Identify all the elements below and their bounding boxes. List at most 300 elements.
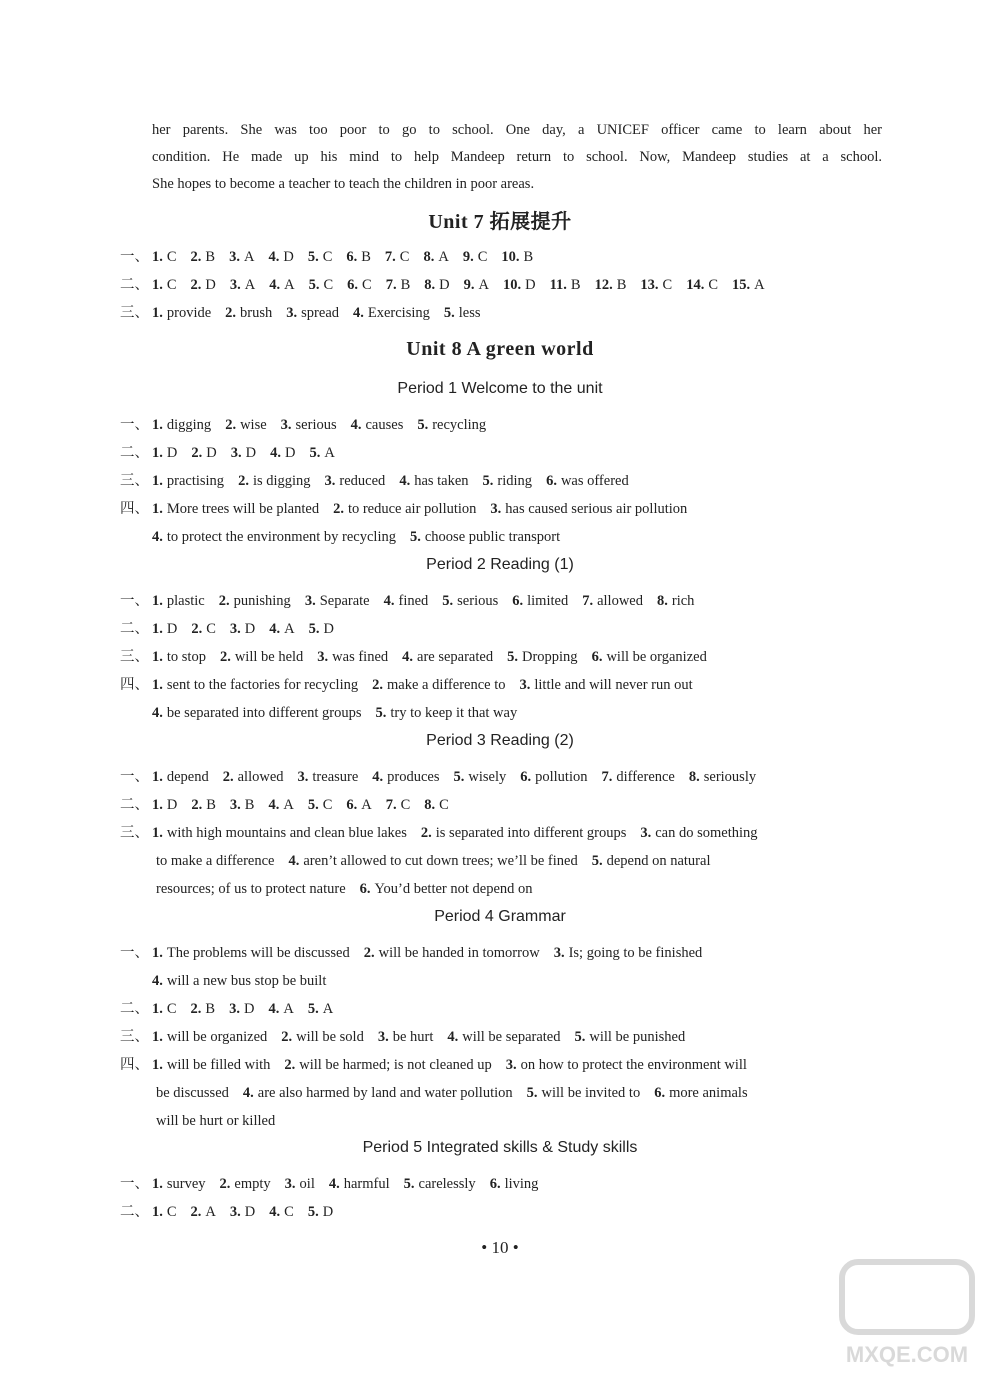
answer-item: [152, 277, 177, 293]
answer-number: 15.: [731, 277, 751, 293]
answer-item: [464, 277, 489, 293]
answer-number: 10.: [502, 277, 522, 293]
answer-number: 6.: [520, 769, 532, 785]
answer-row: [120, 467, 885, 495]
answer-item: [447, 1029, 560, 1045]
answer-number: 2.: [218, 593, 230, 609]
answer-text: was offered: [560, 473, 629, 489]
answer-text: B: [361, 249, 371, 265]
answer-number: 2.: [191, 621, 203, 637]
answer-item: [347, 277, 372, 293]
answer-text: Exercising: [367, 305, 430, 321]
question-group-mark: 四、: [120, 1057, 149, 1073]
answer-item: [353, 305, 430, 321]
answer-text: recycling: [432, 417, 487, 433]
answer-text: wisely: [468, 769, 507, 785]
question-group-mark: 二、: [120, 277, 149, 293]
answer-item: [346, 797, 371, 813]
answer-item: [329, 1176, 390, 1192]
answer-row: [120, 1170, 885, 1198]
answer-item: [305, 593, 370, 609]
answer-number: 5.: [403, 1176, 415, 1192]
answer-text: D: [244, 1204, 256, 1220]
question-group-mark: 四、: [120, 677, 149, 693]
answer-text: D: [322, 1204, 334, 1220]
answer-number: 2.: [219, 1176, 231, 1192]
answer-number: 3.: [280, 417, 292, 433]
answer-item: [223, 769, 284, 785]
answer-number: 3.: [490, 501, 502, 517]
answer-text: has caused serious air pollution: [505, 501, 688, 517]
answer-item: [423, 249, 448, 265]
answer-item: [372, 769, 439, 785]
answer-text: D: [525, 277, 536, 293]
answer-text: A: [205, 1204, 216, 1220]
answer-text: A: [283, 1001, 294, 1017]
answer-item: [289, 853, 578, 869]
answer-row: [120, 615, 885, 643]
answer-number: 4.: [269, 277, 281, 293]
answer-item: [229, 1001, 254, 1017]
answer-item: [152, 529, 396, 545]
answer-text: reduced: [339, 473, 386, 489]
answer-text: was fined: [332, 649, 389, 665]
answer-number: 1.: [152, 825, 163, 841]
question-group-mark: 一、: [120, 417, 149, 433]
answer-number: 6.: [346, 797, 358, 813]
answer-item: [219, 593, 291, 609]
answer-item: [483, 473, 533, 489]
answer-item: [230, 621, 255, 637]
answer-item: [554, 945, 703, 961]
answer-item: [309, 621, 334, 637]
answer-text: serious: [457, 593, 499, 609]
answer-number: 4.: [268, 249, 280, 265]
answer-item: [269, 1204, 294, 1220]
answer-number: 2.: [281, 1029, 293, 1045]
answer-text: allowed: [237, 769, 284, 785]
answer-row: [120, 411, 885, 439]
answer-number: 4.: [383, 593, 395, 609]
answer-number: 1.: [152, 249, 163, 265]
answer-number: 6.: [654, 1085, 666, 1101]
answer-number: 3.: [519, 677, 531, 693]
answer-row: [120, 791, 885, 819]
answer-text: D: [205, 277, 216, 293]
answer-number: 2.: [284, 1057, 296, 1073]
answer-text: B: [205, 249, 216, 265]
answer-text: will be punished: [589, 1029, 686, 1045]
answer-item: [152, 1029, 267, 1045]
answer-text: be separated into different groups: [166, 705, 362, 721]
answer-item: [421, 825, 626, 841]
answer-text: more animals: [669, 1085, 748, 1101]
answer-text: are also harmed by land and water pollution: [257, 1085, 513, 1101]
answer-text: D: [245, 445, 257, 461]
answer-number: 10.: [501, 249, 520, 265]
question-group-mark: 四、: [120, 501, 149, 517]
answer-text: try to keep it that way: [390, 705, 518, 721]
answer-text: A: [284, 277, 295, 293]
answer-row: [120, 587, 885, 615]
answer-item: [152, 973, 326, 989]
answer-number: 3.: [553, 945, 565, 961]
question-group-mark: 三、: [120, 305, 149, 321]
answer-text: riding: [497, 473, 533, 489]
answer-item: [284, 1057, 491, 1073]
question-group-mark: 一、: [120, 1176, 149, 1192]
answer-text: D: [439, 277, 450, 293]
answer-text: make a difference to: [387, 677, 506, 693]
answer-number: 9.: [462, 249, 474, 265]
answer-item: [463, 249, 488, 265]
answer-item: [346, 249, 371, 265]
intro-line: She hopes to become a teacher to teach the children in poor areas.: [152, 176, 535, 192]
answer-text: resources; of us to protect nature: [156, 881, 346, 897]
answer-number: 3.: [297, 769, 309, 785]
answer-number: 3.: [229, 249, 240, 265]
answer-number: 8.: [424, 277, 436, 293]
answer-text: to reduce air pollution: [347, 501, 477, 517]
answer-text: Separate: [319, 593, 370, 609]
answer-item: [152, 1204, 177, 1220]
answer-text: B: [570, 277, 581, 293]
answer-number: 1.: [152, 1001, 163, 1017]
question-group-mark: 三、: [120, 825, 149, 841]
answer-text: D: [244, 621, 256, 637]
answer-number: 4.: [268, 1001, 280, 1017]
answer-item: [385, 249, 410, 265]
answer-row: [120, 763, 885, 791]
answer-item: [689, 769, 756, 785]
answer-text: C: [166, 277, 177, 293]
answer-text: A: [438, 249, 449, 265]
answer-number: 2.: [190, 277, 202, 293]
answer-number: 5.: [308, 277, 320, 293]
answer-number: 4.: [152, 705, 163, 721]
answer-row: [120, 819, 885, 847]
period-title: Period 3 Reading (2): [426, 732, 574, 749]
period-title: Period 1 Welcome to the unit: [397, 380, 603, 397]
answer-item: [520, 677, 693, 693]
answer-item: [230, 277, 255, 293]
answer-text: aren’t allowed to cut down trees; we’ll be fined: [303, 853, 578, 869]
answer-item: [152, 797, 177, 813]
answer-text: will be held: [234, 649, 304, 665]
answer-number: 1.: [152, 1176, 163, 1192]
answer-item: [404, 1176, 476, 1192]
answer-number: 2.: [191, 797, 203, 813]
answer-item: [152, 1057, 270, 1073]
answer-text: will a new bus stop be built: [166, 973, 327, 989]
answer-number: 5.: [453, 769, 465, 785]
answer-number: 7.: [385, 277, 397, 293]
answer-text: D: [166, 621, 178, 637]
answer-text: living: [504, 1176, 539, 1192]
answer-item: [592, 649, 707, 665]
answer-row: [120, 699, 885, 727]
answer-row: [120, 671, 885, 699]
answer-text: C: [284, 1204, 294, 1220]
answer-item: [152, 305, 211, 321]
answer-text: A: [361, 797, 372, 813]
answer-row: [120, 1198, 885, 1226]
answer-text: be discussed: [156, 1085, 229, 1101]
answer-item: [308, 797, 333, 813]
answer-number: 1.: [152, 1057, 163, 1073]
answer-item: [309, 277, 334, 293]
answer-text: can do something: [655, 825, 758, 841]
answer-text: will be organized: [606, 649, 707, 665]
answer-item: [384, 593, 429, 609]
answer-item: [152, 1085, 229, 1101]
answer-number: 6.: [512, 593, 524, 609]
answer-text: C: [166, 249, 177, 265]
answer-item: [372, 677, 505, 693]
answer-number: 2.: [225, 417, 237, 433]
answer-item: [286, 305, 339, 321]
answer-text: with high mountains and clean blue lakes: [166, 825, 407, 841]
question-group-mark: 二、: [120, 1204, 149, 1220]
answer-text: has taken: [414, 473, 469, 489]
answer-number: 3.: [229, 797, 241, 813]
answer-item: [442, 593, 498, 609]
question-group-mark: 三、: [120, 649, 149, 665]
answer-item: [410, 529, 560, 545]
answer-item: [424, 797, 449, 813]
answer-row: [120, 875, 885, 903]
answer-item: [501, 249, 533, 265]
answer-item: [269, 621, 294, 637]
answer-number: 8.: [423, 249, 435, 265]
answer-text: to make a difference: [156, 853, 275, 869]
answer-item: [399, 473, 468, 489]
answer-section: [120, 243, 885, 327]
answer-number: 8.: [688, 769, 700, 785]
answer-number: 6.: [347, 277, 359, 293]
answer-text: treasure: [312, 769, 359, 785]
answer-item: [503, 277, 536, 293]
answer-number: 3.: [230, 445, 242, 461]
answer-number: 4.: [328, 1176, 340, 1192]
answer-item: [333, 501, 476, 517]
answer-number: 7.: [582, 593, 594, 609]
answer-number: 5.: [309, 445, 321, 461]
answer-row: [120, 1079, 885, 1107]
answer-item: [592, 853, 711, 869]
answer-item: [640, 277, 672, 293]
answer-text: D: [166, 797, 178, 813]
answer-text: will be hurt or killed: [156, 1113, 276, 1129]
answer-item: [386, 277, 411, 293]
answer-number: 7.: [385, 797, 397, 813]
answer-item: [376, 705, 518, 721]
answer-text: depend: [166, 769, 209, 785]
question-group-mark: 二、: [120, 621, 149, 637]
answer-number: 11.: [549, 277, 567, 293]
answer-item: [231, 445, 256, 461]
answer-number: 1.: [152, 677, 163, 693]
answer-text: rich: [671, 593, 695, 609]
answer-text: to stop: [166, 649, 206, 665]
answer-number: 3.: [377, 1029, 389, 1045]
answer-item: [386, 797, 411, 813]
answer-text: will be filled with: [166, 1057, 271, 1073]
answer-number: 1.: [152, 621, 163, 637]
answer-number: 12.: [594, 277, 613, 293]
answer-text: B: [205, 1001, 216, 1017]
answer-number: 6.: [359, 881, 371, 897]
unit-title: Unit 8 A green world: [406, 338, 594, 360]
answer-text: causes: [365, 417, 404, 433]
answer-number: 1.: [152, 649, 163, 665]
answer-text: Is; going to be finished: [568, 945, 703, 961]
answer-row: [120, 847, 885, 875]
answer-text: will be separated: [462, 1029, 561, 1045]
answer-text: C: [399, 249, 410, 265]
answer-item: [229, 249, 254, 265]
answer-number: 2.: [238, 473, 249, 489]
answer-number: 1.: [152, 769, 163, 785]
answer-row: [120, 523, 885, 551]
page-number: • 10 •: [481, 1238, 519, 1257]
answer-item: [417, 417, 486, 433]
answer-text: will be harmed; is not cleaned up: [299, 1057, 492, 1073]
answer-number: 8.: [657, 593, 668, 609]
answer-item: [490, 501, 687, 517]
intro-line: her parents. She was too poor to go to school. One day, a UNICEF officer came to learn about her: [152, 122, 882, 138]
answer-item: [243, 1085, 513, 1101]
answer-number: 1.: [152, 417, 163, 433]
answer-number: 6.: [546, 473, 557, 489]
answer-item: [595, 277, 627, 293]
answer-number: 4.: [399, 473, 411, 489]
answer-number: 4.: [269, 1204, 281, 1220]
answer-item: [152, 473, 224, 489]
answer-item: [490, 1176, 539, 1192]
answer-number: 6.: [346, 249, 358, 265]
question-group-mark: 三、: [120, 1029, 149, 1045]
answer-number: 1.: [152, 501, 163, 517]
answer-text: D: [243, 1001, 255, 1017]
answer-number: 6.: [489, 1176, 501, 1192]
answer-number: 13.: [640, 277, 659, 293]
answer-number: 3.: [229, 621, 241, 637]
answer-text: A: [284, 621, 295, 637]
answer-item: [285, 1176, 315, 1192]
answer-number: 4.: [269, 621, 281, 637]
watermark-logo: [832, 1254, 982, 1374]
answer-item: [546, 473, 629, 489]
answer-number: 4.: [353, 305, 364, 321]
answer-number: 5.: [307, 249, 319, 265]
answer-text: will be organized: [166, 1029, 268, 1045]
answer-text: C: [322, 249, 333, 265]
answer-text: A: [322, 1001, 334, 1017]
answer-item: [268, 1001, 293, 1017]
answer-number: 4.: [402, 649, 414, 665]
answer-number: 1.: [152, 945, 163, 961]
answer-text: D: [283, 249, 294, 265]
answer-number: 1.: [152, 305, 163, 321]
answer-number: 5.: [308, 621, 320, 637]
answer-item: [298, 769, 359, 785]
answer-row: [120, 299, 885, 327]
answer-number: 9.: [463, 277, 475, 293]
answer-item: [220, 649, 303, 665]
answer-number: 4.: [242, 1085, 254, 1101]
intro-paragraph: [152, 117, 882, 198]
answer-item: [654, 1085, 747, 1101]
answer-text: B: [244, 797, 255, 813]
answer-text: C: [362, 277, 372, 293]
answer-text: C: [400, 797, 411, 813]
answer-text: C: [166, 1001, 177, 1017]
answer-number: 1.: [152, 593, 163, 609]
answer-text: is digging: [252, 473, 311, 489]
answer-text: produces: [387, 769, 440, 785]
answer-text: punishing: [233, 593, 291, 609]
answer-section: [120, 411, 885, 551]
answer-text: oil: [299, 1176, 315, 1192]
period-title: Period 5 Integrated skills & Study skills: [362, 1139, 638, 1156]
answer-item: [191, 1001, 216, 1017]
answer-number: 2.: [420, 825, 432, 841]
answer-number: 5.: [482, 473, 494, 489]
answer-text: C: [477, 249, 488, 265]
answer-item: [152, 945, 350, 961]
answer-section: [120, 587, 885, 727]
answer-text: spread: [301, 305, 339, 321]
answer-number: 4.: [447, 1029, 459, 1045]
answer-item: [152, 881, 346, 897]
answer-item: [308, 249, 333, 265]
answer-item: [152, 501, 319, 517]
answer-number: 1.: [152, 445, 163, 461]
answer-item: [152, 1176, 206, 1192]
answer-number: 5.: [307, 1001, 319, 1017]
question-group-mark: 二、: [120, 1001, 149, 1017]
answer-item: [269, 277, 294, 293]
question-group-mark: 二、: [120, 445, 149, 461]
answer-item: [238, 473, 310, 489]
answer-text: to protect the environment by recycling: [166, 529, 396, 545]
answer-item: [281, 1029, 364, 1045]
answer-number: 2.: [333, 501, 344, 517]
answer-item: [191, 277, 216, 293]
answer-number: 1.: [152, 1204, 163, 1220]
answer-text: A: [754, 277, 765, 293]
answer-item: [364, 945, 540, 961]
answer-text: serious: [295, 417, 337, 433]
answer-text: sent to the factories for recycling: [166, 677, 359, 693]
answer-number: 5.: [507, 649, 518, 665]
answer-item: [602, 769, 675, 785]
answer-text: C: [166, 1204, 177, 1220]
answer-item: [152, 825, 407, 841]
answer-item: [152, 621, 177, 637]
answer-item: [308, 1204, 333, 1220]
answer-text: little and will never run out: [534, 677, 693, 693]
intro-line: condition. He made up his mind to help Mandeep return to school. Now, Mandeep studies at a school.: [152, 149, 882, 165]
answer-item: [309, 445, 334, 461]
answer-text: will be invited to: [541, 1085, 641, 1101]
unit-title: Unit 7 拓展提升: [428, 211, 572, 233]
answer-text: You’d better not depend on: [374, 881, 533, 897]
answer-text: carelessly: [418, 1176, 476, 1192]
answer-item: [191, 249, 216, 265]
answer-text: C: [708, 277, 718, 293]
